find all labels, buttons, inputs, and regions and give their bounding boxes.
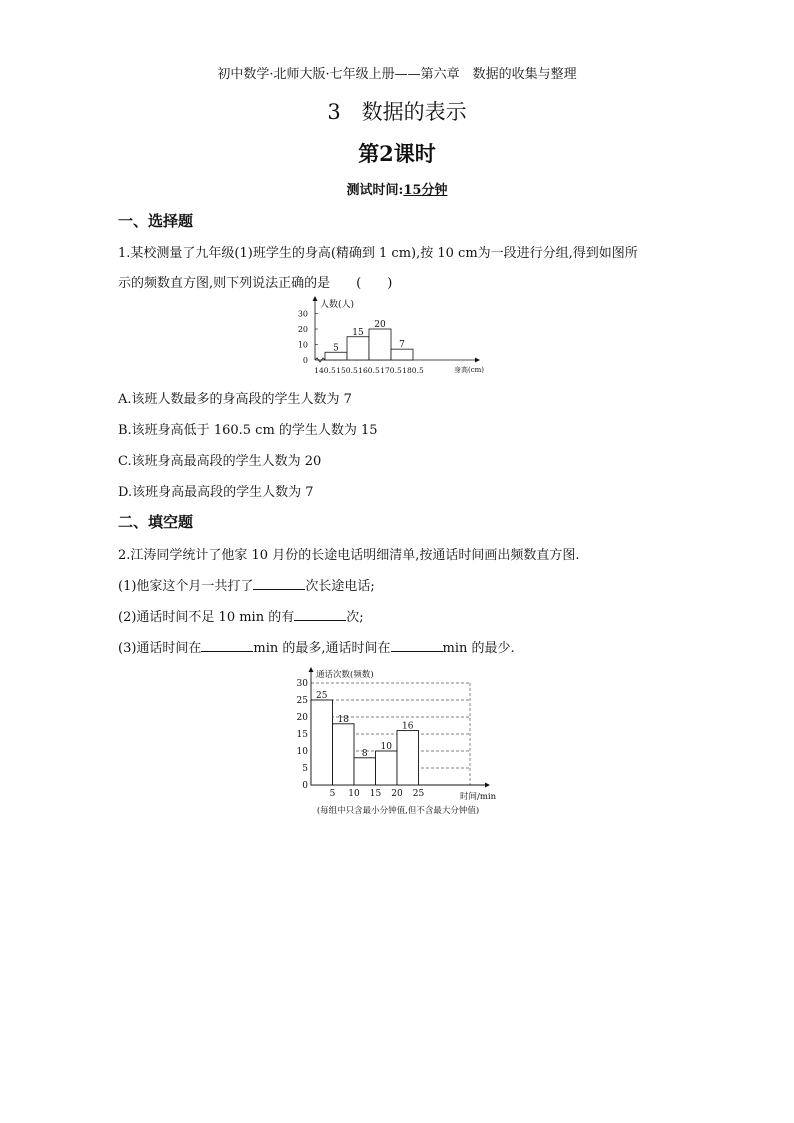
histogram-bar (311, 700, 333, 785)
height-histogram (290, 295, 500, 380)
y-tick-label: 20 (296, 713, 308, 723)
x-tick-label: 150.5 (336, 366, 358, 375)
test-time-value: 15分钟 (403, 183, 448, 198)
q1-stem-line2: 示的频数直方图,则下列说法正确的是 ( ) (118, 276, 393, 291)
q2-part3-b: min 的最多,通话时间在 (253, 641, 391, 656)
histogram-bar (325, 352, 347, 360)
y-tick-label: 0 (302, 356, 308, 365)
y-axis-label: 人数(人) (320, 300, 355, 310)
lesson-subtitle: 第2课时 (358, 141, 436, 166)
q2-part3-a: (3)通话时间在 (118, 641, 202, 656)
x-tick-label: 180.5 (402, 366, 424, 375)
answer-blank-2[interactable] (294, 608, 346, 621)
y-axis-label: 通话次数(频数) (316, 670, 374, 680)
bar-value-label: 5 (333, 343, 339, 354)
test-time (0, 179, 794, 198)
y-tick-label: 25 (296, 696, 308, 706)
x-tick-label: 15 (369, 789, 382, 799)
bar-value-label: 18 (337, 714, 349, 725)
y-tick-label: 10 (296, 747, 308, 757)
y-tick-label: 0 (302, 781, 308, 791)
histogram-bar (391, 349, 413, 360)
q2-part1-after: 次长途电话; (305, 579, 375, 594)
section-fill: 二、填空题 (118, 513, 194, 531)
x-axis-arrow (485, 783, 490, 788)
call-time-histogram (280, 665, 520, 820)
bar-value-label: 7 (399, 340, 405, 351)
q2-part2 (118, 606, 364, 625)
x-tick-label: 25 (412, 789, 425, 799)
lesson-title: 3 数据的表示 (327, 100, 467, 124)
bar-value-label: 20 (374, 320, 386, 330)
y-tick-label: 15 (296, 730, 308, 740)
histogram-bar (397, 731, 419, 785)
x-tick-label: 160.5 (358, 366, 380, 375)
y-tick-label: 20 (297, 325, 308, 334)
q2-part3-c: min 的最少. (442, 641, 515, 656)
test-time-label: 测试时间: (346, 183, 404, 198)
bar-value-label: 8 (361, 748, 368, 759)
x-axis-arrow (475, 358, 480, 363)
answer-blank-3[interactable] (201, 639, 253, 652)
q2-stem: 2.江涛同学统计了他家 10 月份的长途电话明细清单,按通话时间画出频数直方图. (118, 548, 580, 563)
q1-option-b: B.该班身高低于 160.5 cm 的学生人数为 15 (118, 423, 378, 438)
q2-part2-before: (2)通话时间不足 10 min 的有 (118, 610, 295, 625)
y-tick-label: 10 (297, 340, 308, 350)
y-axis-arrow (309, 667, 314, 672)
x-axis-label: 身高(cm) (454, 366, 485, 374)
q1-option-a: A.该班人数最多的身高段的学生人数为 7 (118, 392, 352, 407)
histogram-bar (333, 724, 355, 785)
x-tick-label: 10 (348, 789, 360, 799)
chart-caption: (每组中只含最小分钟值,但不含最大分钟值) (316, 806, 480, 816)
answer-blank-1[interactable] (253, 577, 305, 590)
histogram-bar (354, 758, 376, 785)
q1-option-c: C.该班身高最高段的学生人数为 20 (118, 454, 322, 469)
q1-option-d: D.该班身高最高段的学生人数为 7 (118, 485, 314, 500)
y-axis-arrow (313, 296, 318, 301)
y-tick-label: 5 (302, 764, 308, 774)
x-axis-label: 时间/min (460, 792, 497, 802)
bar-value-label: 25 (316, 691, 328, 701)
histogram-bar (347, 337, 369, 360)
q2-part1 (118, 575, 375, 594)
bar-value-label: 15 (352, 327, 364, 338)
section-choice: 一、选择题 (118, 212, 194, 230)
x-tick-label: 5 (329, 789, 336, 799)
y-tick-label: 30 (296, 679, 308, 689)
q2-part2-after: 次; (346, 610, 364, 625)
bar-value-label: 16 (402, 721, 414, 732)
histogram-bar (376, 751, 398, 785)
page-header: 初中数学·北师大版·七年级上册——第六章 数据的收集与整理 (217, 67, 577, 82)
bar-value-label: 10 (380, 742, 392, 752)
answer-blank-4[interactable] (391, 639, 443, 652)
x-tick-label: 140.5 (314, 366, 336, 375)
q1-stem-line1: 1.某校测量了九年级(1)班学生的身高(精确到 1 cm),按 10 cm为一段进行分组,得到如图所 (118, 246, 638, 261)
x-tick-label: 20 (391, 789, 403, 799)
histogram-bar (369, 329, 391, 360)
y-tick-label: 30 (297, 309, 308, 319)
q2-part1-before: (1)他家这个月一共打了 (118, 579, 254, 594)
x-tick-label: 170.5 (380, 366, 402, 375)
q2-part3 (118, 637, 515, 656)
